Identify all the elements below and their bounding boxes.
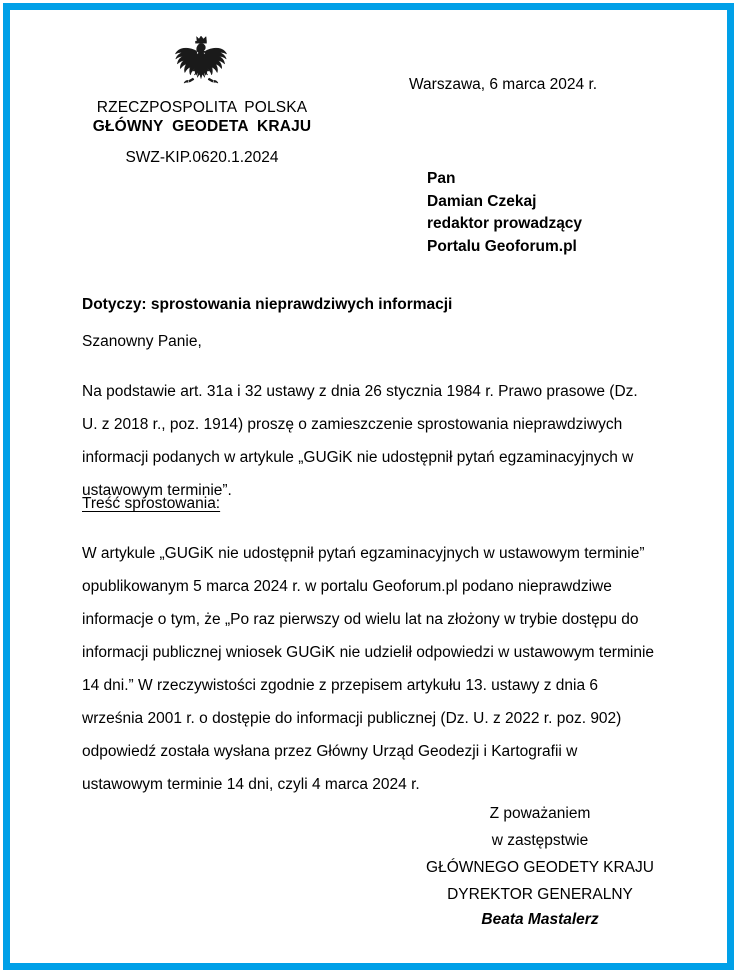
addressee-salutation-title: Pan xyxy=(427,170,456,187)
organization-line-1: RZECZPOSPOLITA POLSKA xyxy=(96,99,308,116)
addressee-name: Damian Czekaj xyxy=(427,192,537,210)
organization-line-2: GŁÓWNY GEODETA KRAJU xyxy=(92,118,312,135)
signature-on-behalf: w zastępstwie xyxy=(491,832,589,849)
signature-title: DYREKTOR GENERALNY xyxy=(447,886,633,903)
paragraph-correction-text: W artykule „GUGiK nie udostępnił pytań egzaminacyjnych w ustawowym terminie” opublikowanym 5 marca 2024 r. w portalu Geoforum.pl podano nieprawdziwe informacje o tym, że „Po raz pierwszy od wielu lat na złożony w trybie dostępu do informacji publicznej wniosek GUGiK nie udzielił odpowiedzi w ustawowym terminie 14 dni.” W rzeczywistości zgodnie z przepisem artykułu 13. ustawy z dnia 6 września 2001 r. o dostępie do informacji publicznej (Dz. U. z 2022 r. poz. 902) odpowiedź została wysłana przez Główny Urząd Geodezji i Kartografii w ustawowym terminie 14 dni, czyli 4 marca 2024 r. xyxy=(82,545,655,793)
signature-block xyxy=(400,800,680,908)
section-heading-correction: Treść sprostowania: xyxy=(82,495,221,512)
reference-number: SWZ-KIP.0620.1.2024 xyxy=(125,149,279,166)
signatory-name: Beata Mastalerz xyxy=(481,911,599,928)
place-and-date: Warszawa, 6 marca 2024 r. xyxy=(409,76,598,93)
signature-office: GŁÓWNEGO GEODETY KRAJU xyxy=(426,859,654,876)
signature-closing: Z poważaniem xyxy=(489,805,591,822)
addressee-block xyxy=(427,168,582,258)
letter-salutation: Szanowny Panie, xyxy=(82,333,202,350)
addressee-organization: Portalu Geoforum.pl xyxy=(427,237,577,255)
addressee-role: redaktor prowadzący xyxy=(427,215,583,232)
polish-eagle-emblem xyxy=(163,33,239,99)
paragraph-legal-basis: Na podstawie art. 31a i 32 ustawy z dnia 26 stycznia 1984 r. Prawo prasowe (Dz. U. z 2018 r., poz. 1914) proszę o zamieszczenie sprostowania nieprawdziwych informacji podanych w artykule „GUGiK nie udostępnił pytań egzaminacyjnych w ustawowym terminie”. xyxy=(82,383,638,499)
document-subject: Dotyczy: sprostowania nieprawdziwych informacji xyxy=(82,296,453,313)
